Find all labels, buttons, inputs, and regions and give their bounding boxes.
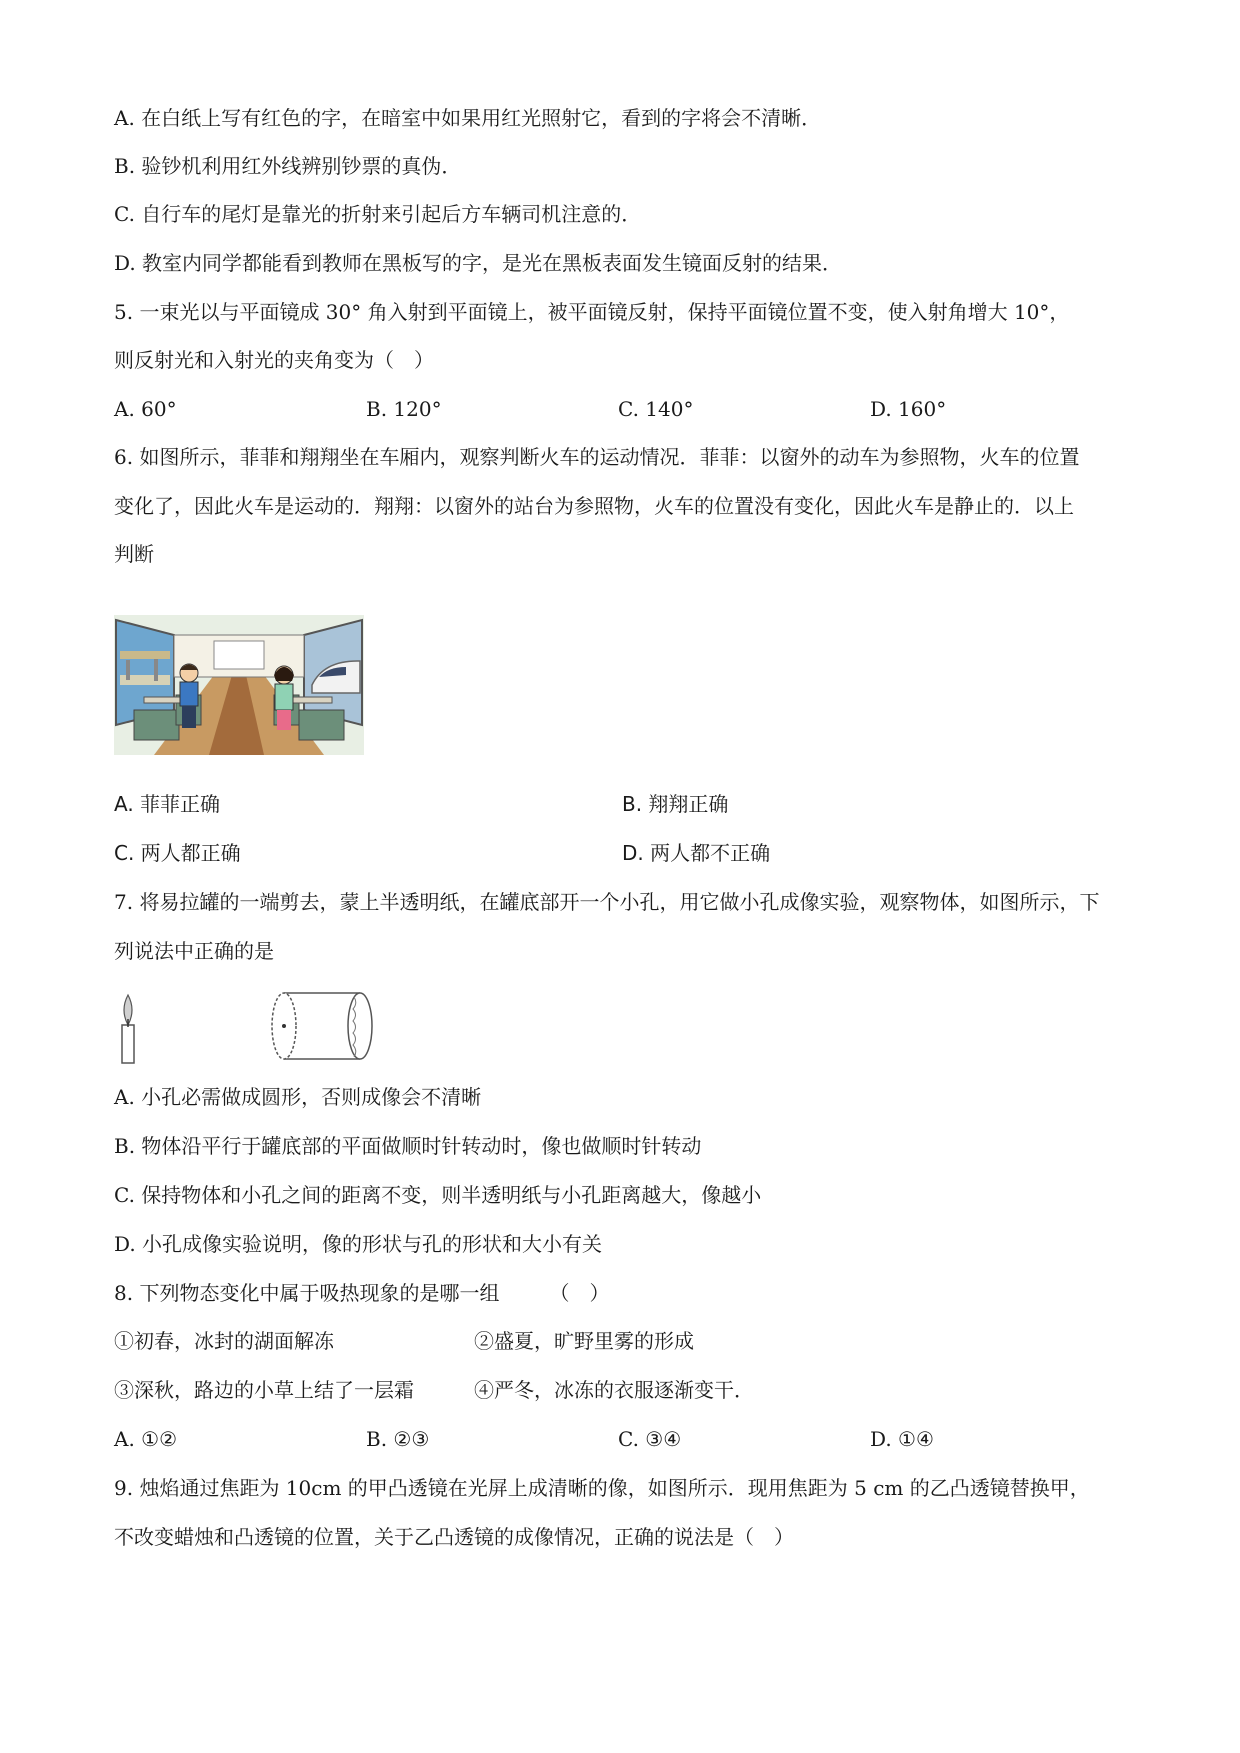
q4-option-b: B. 验钞机利用红外线辨别钞票的真伪． <box>114 154 462 178</box>
q8-option-a: A. ①② <box>114 1427 178 1451</box>
q7-option-c: C. 保持物体和小孔之间的距离不变，则半透明纸与小孔距离越大，像越小 <box>114 1183 762 1207</box>
q4-option-c: C. 自行车的尾灯是靠光的折射来引起后方车辆司机注意的． <box>114 202 642 226</box>
q5-stem-line1: 5. 一束光以与平面镜成 30° 角入射到平面镜上，被平面镜反射，保持平面镜位置不变，使入射角增大 10°， <box>114 300 1070 324</box>
q7-option-b: B. 物体沿平行于罐底部的平面做顺时针转动时，像也做顺时针转动 <box>114 1134 702 1158</box>
q8-item-2: ②盛夏，旷野里雾的形成 <box>474 1329 694 1353</box>
q5-option-b: B. 120° <box>366 397 442 421</box>
pinhole-camera-illustration <box>114 985 394 1067</box>
q5-stem-line2: 则反射光和入射光的夹角变为（ ） <box>114 348 434 372</box>
q6-stem-line3: 判断 <box>114 542 154 566</box>
q8-item-3: ③深秋，路边的小草上结了一层霜 <box>114 1378 414 1402</box>
q5-option-a: A. 60° <box>114 397 177 421</box>
q6-stem-line1: 6. 如图所示，菲菲和翔翔坐在车厢内，观察判断火车的运动情况．菲菲：以窗外的动车为参照物，火车的位置 <box>114 445 1080 469</box>
q5-option-c: C. 140° <box>618 397 694 421</box>
q8-option-c: C. ③④ <box>618 1427 682 1451</box>
q6-option-b: B. 翔翔正确 <box>622 792 729 816</box>
q6-option-a: A. 菲菲正确 <box>114 792 221 816</box>
q7-stem-line2: 列说法中正确的是 <box>114 939 274 963</box>
q8-stem: 8. 下列物态变化中属于吸热现象的是哪一组 （ ） <box>114 1281 610 1305</box>
q4-option-a: A. 在白纸上写有红色的字，在暗室中如果用红光照射它，看到的字将会不清晰． <box>114 106 822 130</box>
q7-option-d: D. 小孔成像实验说明，像的形状与孔的形状和大小有关 <box>114 1232 603 1256</box>
train-carriage-illustration <box>114 615 364 755</box>
q7-stem-line1: 7. 将易拉罐的一端剪去，蒙上半透明纸，在罐底部开一个小孔，用它做小孔成像实验，观察物体，如图所示，下 <box>114 890 1100 914</box>
q8-option-d: D. ①④ <box>870 1427 934 1451</box>
q7-option-a: A. 小孔必需做成圆形，否则成像会不清晰 <box>114 1085 482 1109</box>
q9-stem-line1: 9. 烛焰通过焦距为 10cm 的甲凸透镜在光屏上成清晰的像，如图所示．现用焦距为 5 cm 的乙凸透镜替换甲， <box>114 1476 1090 1500</box>
q9-stem-line2: 不改变蜡烛和凸透镜的位置，关于乙凸透镜的成像情况，正确的说法是（ ） <box>114 1525 794 1549</box>
q5-option-d: D. 160° <box>870 397 947 421</box>
q4-option-d: D. 教室内同学都能看到教师在黑板写的字，是光在黑板表面发生镜面反射的结果． <box>114 251 843 275</box>
q8-item-1: ①初春，冰封的湖面解冻 <box>114 1329 334 1353</box>
q8-option-b: B. ②③ <box>366 1427 430 1451</box>
q6-option-c: C. 两人都正确 <box>114 841 241 865</box>
q8-item-4: ④严冬，冰冻的衣服逐渐变干． <box>474 1378 754 1402</box>
q6-stem-line2: 变化了，因此火车是运动的．翔翔：以窗外的站台为参照物，火车的位置没有变化，因此火车是静止的．以上 <box>114 494 1074 518</box>
q6-option-d: D. 两人都不正确 <box>622 841 771 865</box>
